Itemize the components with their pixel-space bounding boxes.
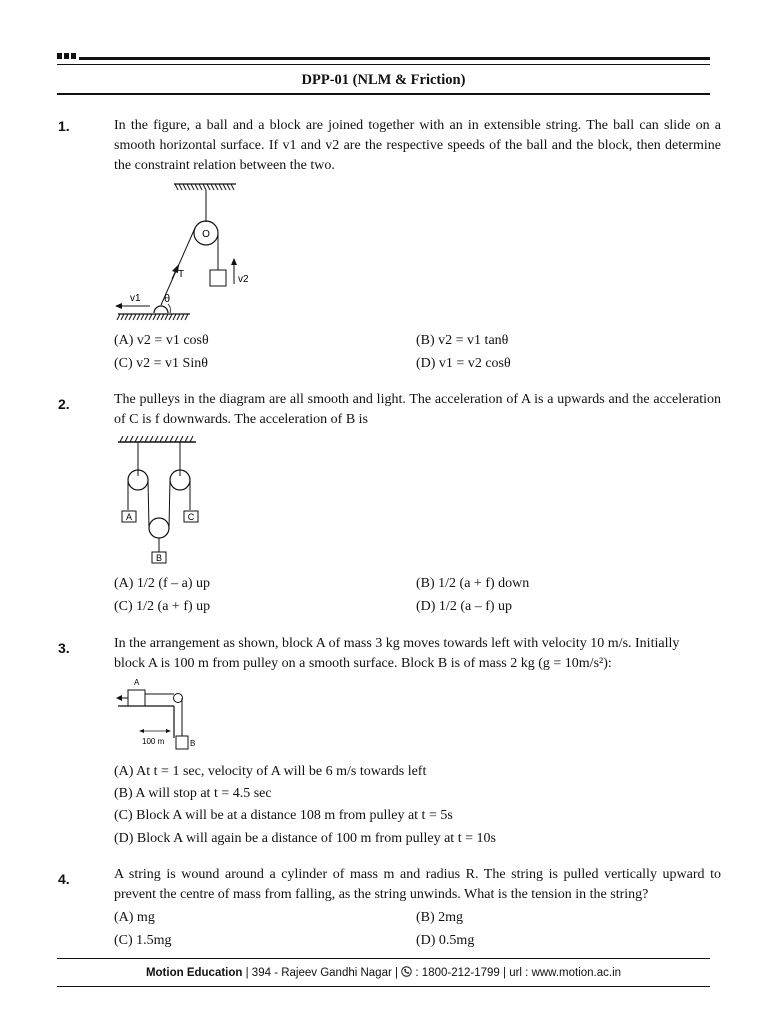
v1-arrow — [115, 303, 122, 309]
option-d: (D) 0.5mg — [416, 933, 475, 948]
figure-pulley-system — [112, 432, 212, 567]
pulley-label: O — [202, 229, 210, 240]
option-c: (C) 1/2 (a + f) up — [114, 599, 211, 614]
v1-label: v1 — [130, 293, 141, 304]
block-b-label: B — [190, 739, 196, 748]
option-b: (B) A will stop at t = 4.5 sec — [114, 786, 272, 801]
footer-phone: : 1800-212-1799 — [415, 967, 500, 979]
footer — [57, 966, 710, 979]
footer-rule-top — [57, 958, 710, 959]
page-title: DPP-01 (NLM & Friction) — [301, 72, 466, 88]
header-bars — [57, 53, 710, 71]
option-c: (C) Block A will be at a distance 108 m from pulley at t = 5s — [114, 808, 453, 823]
tension-label: T — [178, 269, 185, 280]
option-c: (C) v2 = v1 Sinθ — [114, 356, 208, 371]
option-d: (D) 1/2 (a – f) up — [416, 599, 513, 614]
footer-brand: Motion Education — [145, 967, 243, 979]
block-a — [128, 690, 145, 706]
footer-url[interactable]: | url : www.motion.ac.in — [503, 967, 622, 979]
header-square — [71, 53, 76, 59]
angle-label: θ — [164, 293, 171, 305]
ceiling-hatch — [120, 436, 193, 442]
option-a: (A) v2 = v1 cosθ — [114, 333, 209, 348]
question-text-line1: In the arrangement as shown, block A of mass 3 kg moves towards left with velocity 10 m/s. Initially — [114, 636, 680, 651]
footer-address: | 394 - Rajeev Gandhi Nagar | — [245, 967, 398, 979]
question-text: In the figure, a ball and a block are joined together with an in extensible string. The ball can slide on a smooth horizontal surface. If v1 and v2 are the respective speeds of the ball and the block, then determine the constraint relation between the two. — [114, 118, 721, 173]
option-a: (A) mg — [114, 910, 155, 925]
velocity-arrow — [116, 695, 122, 701]
question-number: 4. — [58, 871, 70, 887]
option-c: (C) 1.5mg — [114, 933, 172, 948]
option-a: (A) At t = 1 sec, velocity of A will be 6 m/s towards left — [114, 764, 427, 779]
question-number: 1. — [58, 118, 70, 134]
block-c-label: C — [187, 512, 195, 522]
option-d: (D) v1 = v2 cosθ — [416, 356, 511, 371]
question-text: The pulleys in the diagram are all smooth and light. The acceleration of A is a upwards and the acceleration of C is f downwards. The acceleration of B is — [114, 392, 721, 427]
header-thick-rule — [79, 57, 710, 60]
v2-label: v2 — [238, 274, 249, 285]
question-text: A string is wound around a cylinder of mass m and radius R. The string is pulled vertically upward to prevent the centre of mass from falling, as the string unwinds. What is the tension in the string? — [114, 867, 721, 902]
question-number: 3. — [58, 640, 70, 656]
header-square — [57, 53, 62, 59]
pulley — [174, 694, 183, 703]
footer-rule-bottom — [57, 986, 710, 987]
header-square — [64, 53, 69, 59]
option-b: (B) 1/2 (a + f) down — [416, 576, 530, 591]
v2-arrow — [231, 258, 237, 265]
pulley-bottom — [149, 518, 169, 538]
figure-ball-block — [112, 178, 282, 323]
block-a-label: A — [134, 678, 140, 687]
block-b-label: B — [155, 553, 163, 563]
option-b: (B) 2mg — [416, 910, 464, 925]
figure-block-pulley — [112, 676, 212, 756]
header-thin-rule — [57, 64, 710, 65]
ball — [154, 306, 168, 313]
block-b — [176, 736, 188, 749]
distance-label: 100 m — [142, 737, 165, 746]
question-text-line2: block A is 100 m from pulley on a smooth surface. Block B is of mass 2 kg (g = 10m/s²): — [114, 656, 612, 671]
block-a-label: A — [125, 512, 133, 522]
question-number: 2. — [58, 396, 70, 412]
title-rule — [57, 93, 710, 95]
option-d: (D) Block A will again be a distance of 100 m from pulley at t = 10s — [114, 831, 496, 846]
option-a: (A) 1/2 (f – a) up — [114, 576, 211, 591]
block — [210, 270, 226, 286]
floor-hatch — [117, 314, 188, 320]
ceiling-hatch — [175, 184, 234, 190]
phone-icon — [401, 966, 412, 977]
option-b: (B) v2 = v1 tanθ — [416, 333, 509, 348]
